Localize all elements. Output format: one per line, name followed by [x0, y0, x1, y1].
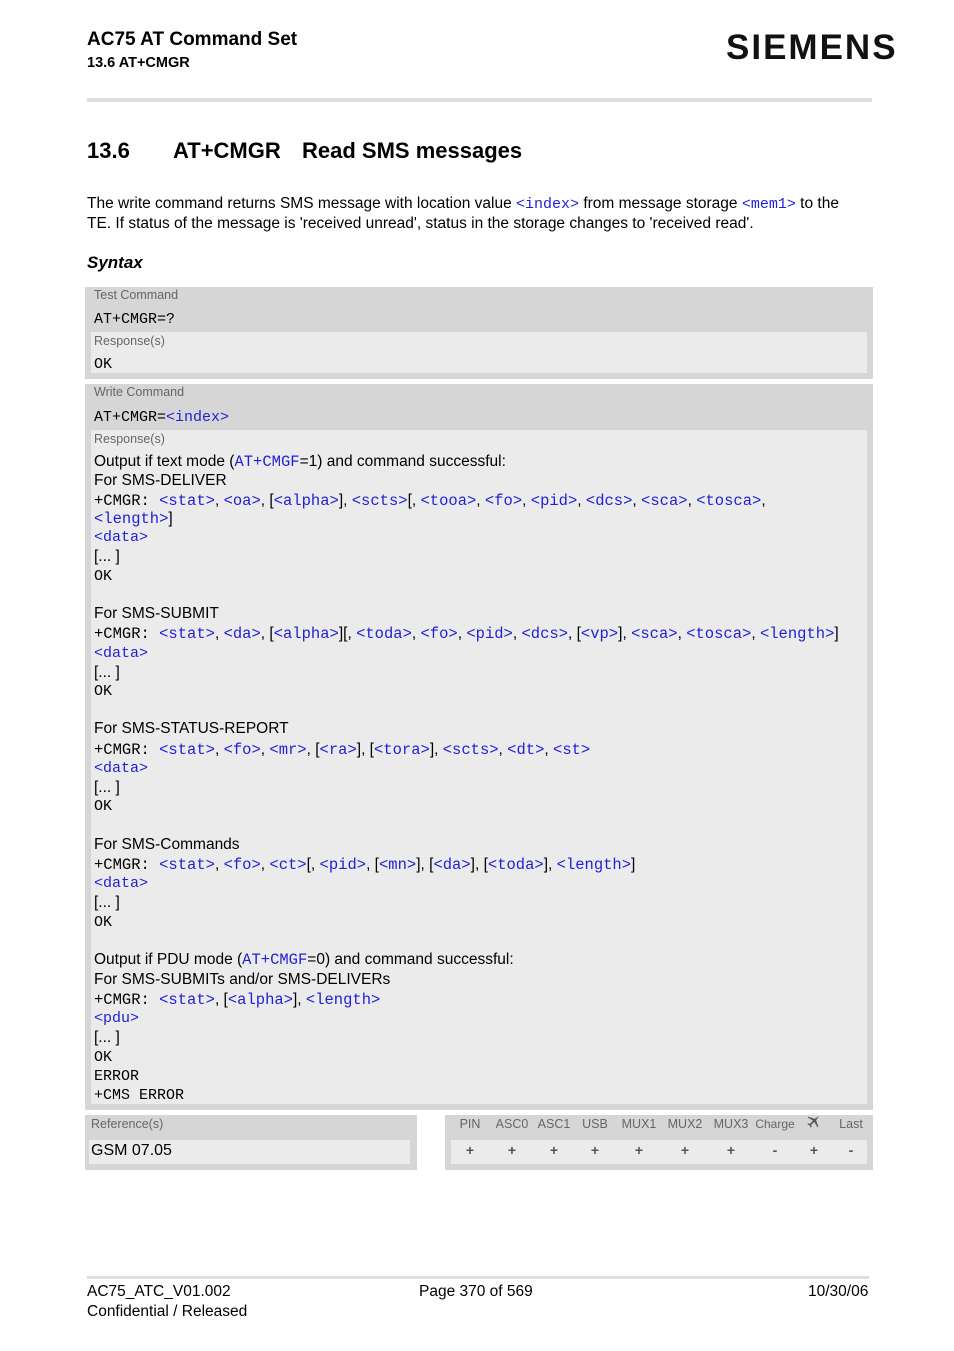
section-title	[87, 138, 522, 164]
commands-data[interactable]: <data>	[94, 875, 149, 892]
write-response-label: Response(s)	[94, 432, 165, 446]
submit-data[interactable]: <data>	[94, 645, 149, 662]
document-title: AC75 AT Command Set	[87, 29, 298, 50]
text-mode-intro: Output if text mode (AT+CMGF=1) and command successful:	[94, 453, 506, 471]
commands-heading: For SMS-Commands	[94, 836, 240, 853]
footer-status: Confidential / Released	[87, 1303, 248, 1320]
section-reference: 13.6 AT+CMGR	[87, 55, 190, 71]
header-divider	[87, 98, 872, 102]
val-mux3: +	[726, 1142, 736, 1158]
status-report-ellipsis: [... ]	[94, 779, 120, 796]
status-report-response-line: +CMGR: <stat>, <fo>, <mr>, [<ra>], [<tora>], <scts>, <dt>, <st>	[94, 741, 591, 759]
cmgf-link[interactable]: AT+CMGF	[242, 951, 308, 969]
footer-date: 10/30/06	[808, 1283, 869, 1300]
pdu-heading: For SMS-SUBMITs and/or SMS-DELIVERs	[94, 971, 391, 988]
val-airplane: +	[809, 1142, 819, 1158]
col-asc1: ASC1	[537, 1117, 571, 1131]
col-usb: USB	[582, 1117, 608, 1131]
index-param-link[interactable]: <index>	[516, 196, 580, 213]
footer-doc-id: AC75_ATC_V01.002	[87, 1283, 231, 1300]
pdu-ok: OK	[94, 1049, 113, 1066]
test-response-ok: OK	[94, 356, 113, 373]
pdu-response-line: +CMGR: <stat>, [<alpha>], <length>	[94, 991, 381, 1009]
test-response-label: Response(s)	[94, 334, 165, 348]
section-command: AT+CMGR	[173, 138, 281, 163]
pdu-mode-intro: Output if PDU mode (AT+CMGF=0) and command successful:	[94, 951, 514, 969]
intro-paragraph: The write command returns SMS message with location value <index> from message storage <mem1> to the TE. If status of the message is 'received unread', status in the storage changes to 'received read'.	[87, 195, 839, 232]
submit-ellipsis: [... ]	[94, 664, 120, 681]
pdu-data[interactable]: <pdu>	[94, 1010, 140, 1027]
col-mux1: MUX1	[621, 1117, 657, 1131]
footer-divider	[87, 1276, 869, 1279]
deliver-ellipsis: [... ]	[94, 548, 120, 565]
syntax-heading: Syntax	[87, 253, 143, 272]
status-report-heading: For SMS-STATUS-REPORT	[94, 720, 289, 737]
index-param-link[interactable]: <index>	[166, 409, 230, 426]
val-last: -	[848, 1142, 854, 1158]
status-report-data[interactable]: <data>	[94, 760, 149, 777]
val-asc0: +	[507, 1142, 517, 1158]
reference-value: GSM 07.05	[91, 1142, 172, 1159]
col-mux2: MUX2	[667, 1117, 703, 1131]
reference-label: Reference(s)	[91, 1117, 164, 1131]
cmgf-link[interactable]: AT+CMGF	[234, 453, 300, 471]
test-command-label: Test Command	[94, 288, 179, 302]
col-asc0: ASC0	[495, 1117, 529, 1131]
commands-ok: OK	[94, 914, 113, 931]
col-charge: Charge	[755, 1117, 795, 1131]
col-mux3: MUX3	[713, 1117, 749, 1131]
siemens-logo: SIEMENS	[726, 28, 898, 67]
deliver-response-line: +CMGR: <stat>, <oa>, [<alpha>], <scts>[, <tooa>, <fo>, <pid>, <dcs>, <sca>, <tosca>,	[94, 492, 766, 510]
val-charge: -	[772, 1142, 778, 1158]
pdu-ellipsis: [... ]	[94, 1029, 120, 1046]
val-mux2: +	[680, 1142, 690, 1158]
submit-response-line: +CMGR: <stat>, <da>, [<alpha>][, <toda>, <fo>, <pid>, <dcs>, [<vp>], <sca>, <tosca>, <length>]	[94, 625, 839, 643]
write-command-label: Write Command	[94, 385, 185, 399]
val-mux1: +	[634, 1142, 644, 1158]
footer-page-number: Page 370 of 569	[419, 1283, 533, 1300]
test-command-syntax: AT+CMGR=?	[94, 311, 176, 328]
error-response: ERROR	[94, 1068, 140, 1085]
val-pin: +	[465, 1142, 475, 1158]
deliver-heading: For SMS-DELIVER	[94, 472, 227, 489]
write-command-syntax: AT+CMGR=<index>	[94, 409, 230, 426]
val-asc1: +	[549, 1142, 559, 1158]
col-pin: PIN	[459, 1117, 481, 1131]
submit-heading: For SMS-SUBMIT	[94, 605, 219, 622]
col-last: Last	[839, 1117, 863, 1131]
deliver-data[interactable]: <data>	[94, 529, 149, 546]
commands-response-line: +CMGR: <stat>, <fo>, <ct>[, <pid>, [<mn>], [<da>], [<toda>], <length>]	[94, 856, 636, 874]
test-response-box	[91, 332, 867, 373]
section-heading: Read SMS messages	[302, 138, 523, 163]
status-report-ok: OK	[94, 798, 113, 815]
deliver-response-line-2: <length>]	[94, 510, 173, 528]
commands-ellipsis: [... ]	[94, 894, 120, 911]
deliver-ok: OK	[94, 568, 113, 585]
cms-error-response: +CMS ERROR	[94, 1087, 185, 1104]
submit-ok: OK	[94, 683, 113, 700]
section-number: 13.6	[87, 138, 130, 163]
mem1-param-link[interactable]: <mem1>	[741, 196, 796, 213]
val-usb: +	[590, 1142, 600, 1158]
